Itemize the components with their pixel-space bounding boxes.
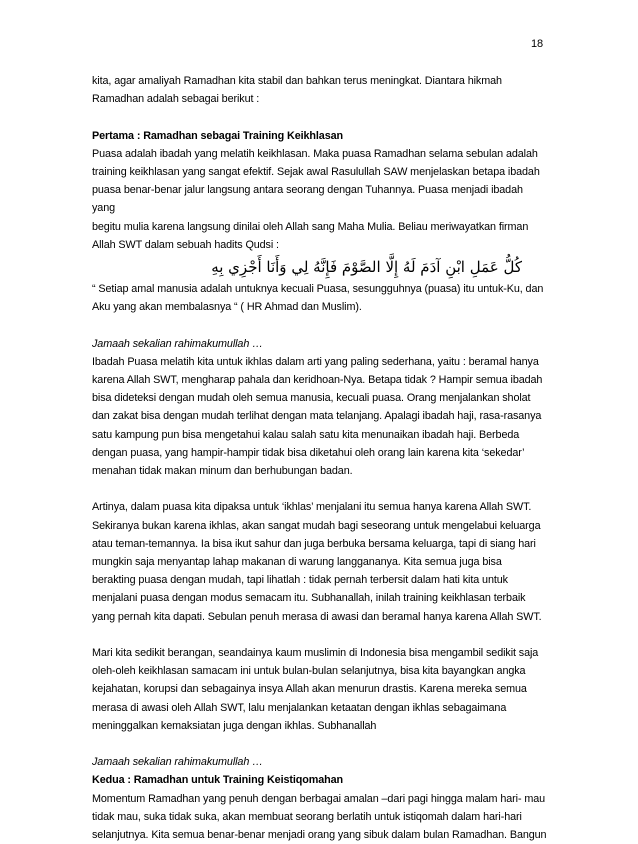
intro-paragraph bbox=[92, 72, 548, 108]
hadith-arabic-text: كُلُّ عَمَلِ ابْنِ آدَمَ لَهُ إِلَّا الصَّوْمَ فَإِنَّهُ لِي وَأَنَا أَجْزِي بِهِ bbox=[211, 258, 522, 277]
text-line: tidak mau, suka tidak suka, akan membuat seorang berlatih untuk istiqomah dalam hari-hari bbox=[92, 810, 522, 823]
text-line: mungkin saja menyantap lahap makanan di warung langgananya. Kita semua juga bisa bbox=[92, 556, 502, 569]
salutation: Jamaah sekalian rahimakumullah … bbox=[92, 337, 263, 350]
text-line: satu kampung pun bisa mengetahui kalau salah satu kita menunaikan ibadah haji. Berbeda bbox=[92, 428, 520, 441]
page-number: 18 bbox=[530, 38, 543, 50]
text-line: Momentum Ramadhan yang penuh dengan berbagai amalan –dari pagi hingga malam hari- mau bbox=[92, 792, 546, 805]
text-line: begitu mulia karena langsung dinilai oleh Allah sang Maha Mulia. Beliau meriwayatkan firman bbox=[92, 220, 529, 233]
text-line: kita, agar amaliyah Ramadhan kita stabil dan bahkan terus meningkat. Diantara hikmah bbox=[92, 75, 502, 87]
text-line: karena Allah SWT, mengharap pahala dan keridhoan-Nya. Betapa tidak ? Hampir semua ibadah bbox=[92, 374, 543, 387]
text-line: yang pernah kita dapati. Sebulan penuh merasa di awasi dan beramal hanya karena Allah SWT. bbox=[92, 610, 542, 623]
text-line: “ Setiap amal manusia adalah untuknya kecuali Puasa, sesungguhnya (puasa) itu untuk-Ku, dan bbox=[92, 283, 544, 296]
text-line: Ibadah Puasa melatih kita untuk ikhlas dalam arti yang paling sederhana, yaitu : beramal hanya bbox=[92, 355, 539, 368]
text-line: training keikhlasan yang sangat efektif. Sejak awal Rasulullah SAW menjelaskan betapa ibadah bbox=[92, 166, 540, 178]
text-line: selanjutnya. Kita semua benar-benar menjadi orang yang sibuk dalam bulan Ramadhan. Bangun bbox=[92, 829, 547, 842]
text-line: atau teman-temannya. Ia bisa ikut sahur dan juga berbuka bersama keluarga, tapi di siang hari bbox=[92, 537, 536, 550]
text-line: meninggalkan kemaksiatan juga dengan ikhlas. Subhanallah bbox=[92, 719, 377, 732]
text-line: dan zakat bisa dengan mudah terlihat dengan mata telanjang. Apalagi ibadah haji, rasa-rasanya bbox=[92, 410, 542, 423]
text-line: bisa dideteksi dengan mudah oleh semua manusia, kecuali puasa. Orang menjalankan sholat bbox=[92, 392, 531, 405]
section-pertama bbox=[92, 127, 548, 317]
salutation: Jamaah sekalian rahimakumullah … bbox=[92, 756, 263, 769]
paragraph-mari-kita bbox=[92, 644, 548, 735]
paragraph-ikhlas bbox=[92, 353, 548, 480]
text-line: berakting puasa dengan mudah, tapi lihatlah : tidak pernah terbersit dalam hati kita untuk bbox=[92, 574, 508, 587]
paragraph-artinya bbox=[92, 498, 548, 625]
text-line: Allah SWT dalam sebuah hadits Qudsi : bbox=[92, 238, 279, 251]
text-line: dengan puasa, yang hampir-hampir tidak bisa diketahui oleh orang lain karena kita ‘sekedar’ bbox=[92, 446, 525, 459]
section-heading: Kedua : Ramadhan untuk Training Keistiqomahan bbox=[92, 774, 344, 787]
text-line: Artinya, dalam puasa kita dipaksa untuk ‘ikhlas’ menjalani itu semua hanya karena Allah SWT. bbox=[92, 501, 532, 514]
text-line: Aku yang akan membalasnya “ ( HR Ahmad dan Muslim). bbox=[92, 301, 362, 314]
section-kedua bbox=[92, 771, 548, 844]
text-line: merasa di awasi oleh Allah SWT, lalu menjalankan ketaatan dengan ikhlas sebagaimana bbox=[92, 701, 507, 714]
text-line: Ramadhan adalah sebagai berikut : bbox=[92, 93, 260, 106]
text-line: kejahatan, korupsi dan sebagainya insya Allah akan menurun drastis. Karena mereka semua bbox=[92, 683, 527, 696]
section-heading: Pertama : Ramadhan sebagai Training Keikhlasan bbox=[92, 129, 344, 142]
text-line: Mari kita sedikit berangan, seandainya kaum muslimin di Indonesia bisa mengambil sedikit saja bbox=[92, 647, 539, 660]
text-line: puasa benar-benar jalur langsung antara seorang dengan Tuhannya. Puasa menjadi ibadah yang bbox=[92, 184, 523, 215]
text-line: oleh-oleh keikhlasan samacam ini untuk bulan-bulan selanjutnya, bisa kita bayangkan angka bbox=[92, 665, 526, 678]
document-body bbox=[92, 72, 548, 844]
text-line: Sekiranya bukan karena ikhlas, akan sangat mudah bagi seseorang untuk mengelabui keluarga bbox=[92, 519, 541, 532]
text-line: menahan tidak makan minum dan berhubungan badan. bbox=[92, 465, 353, 478]
text-line: menjalani puasa dengan modus semacam itu. Subhanallah, inilah training keikhlasan terbaik bbox=[92, 592, 526, 605]
text-line: Puasa adalah ibadah yang melatih keikhlasan. Maka puasa Ramadhan selama sebulan adalah bbox=[92, 147, 538, 160]
